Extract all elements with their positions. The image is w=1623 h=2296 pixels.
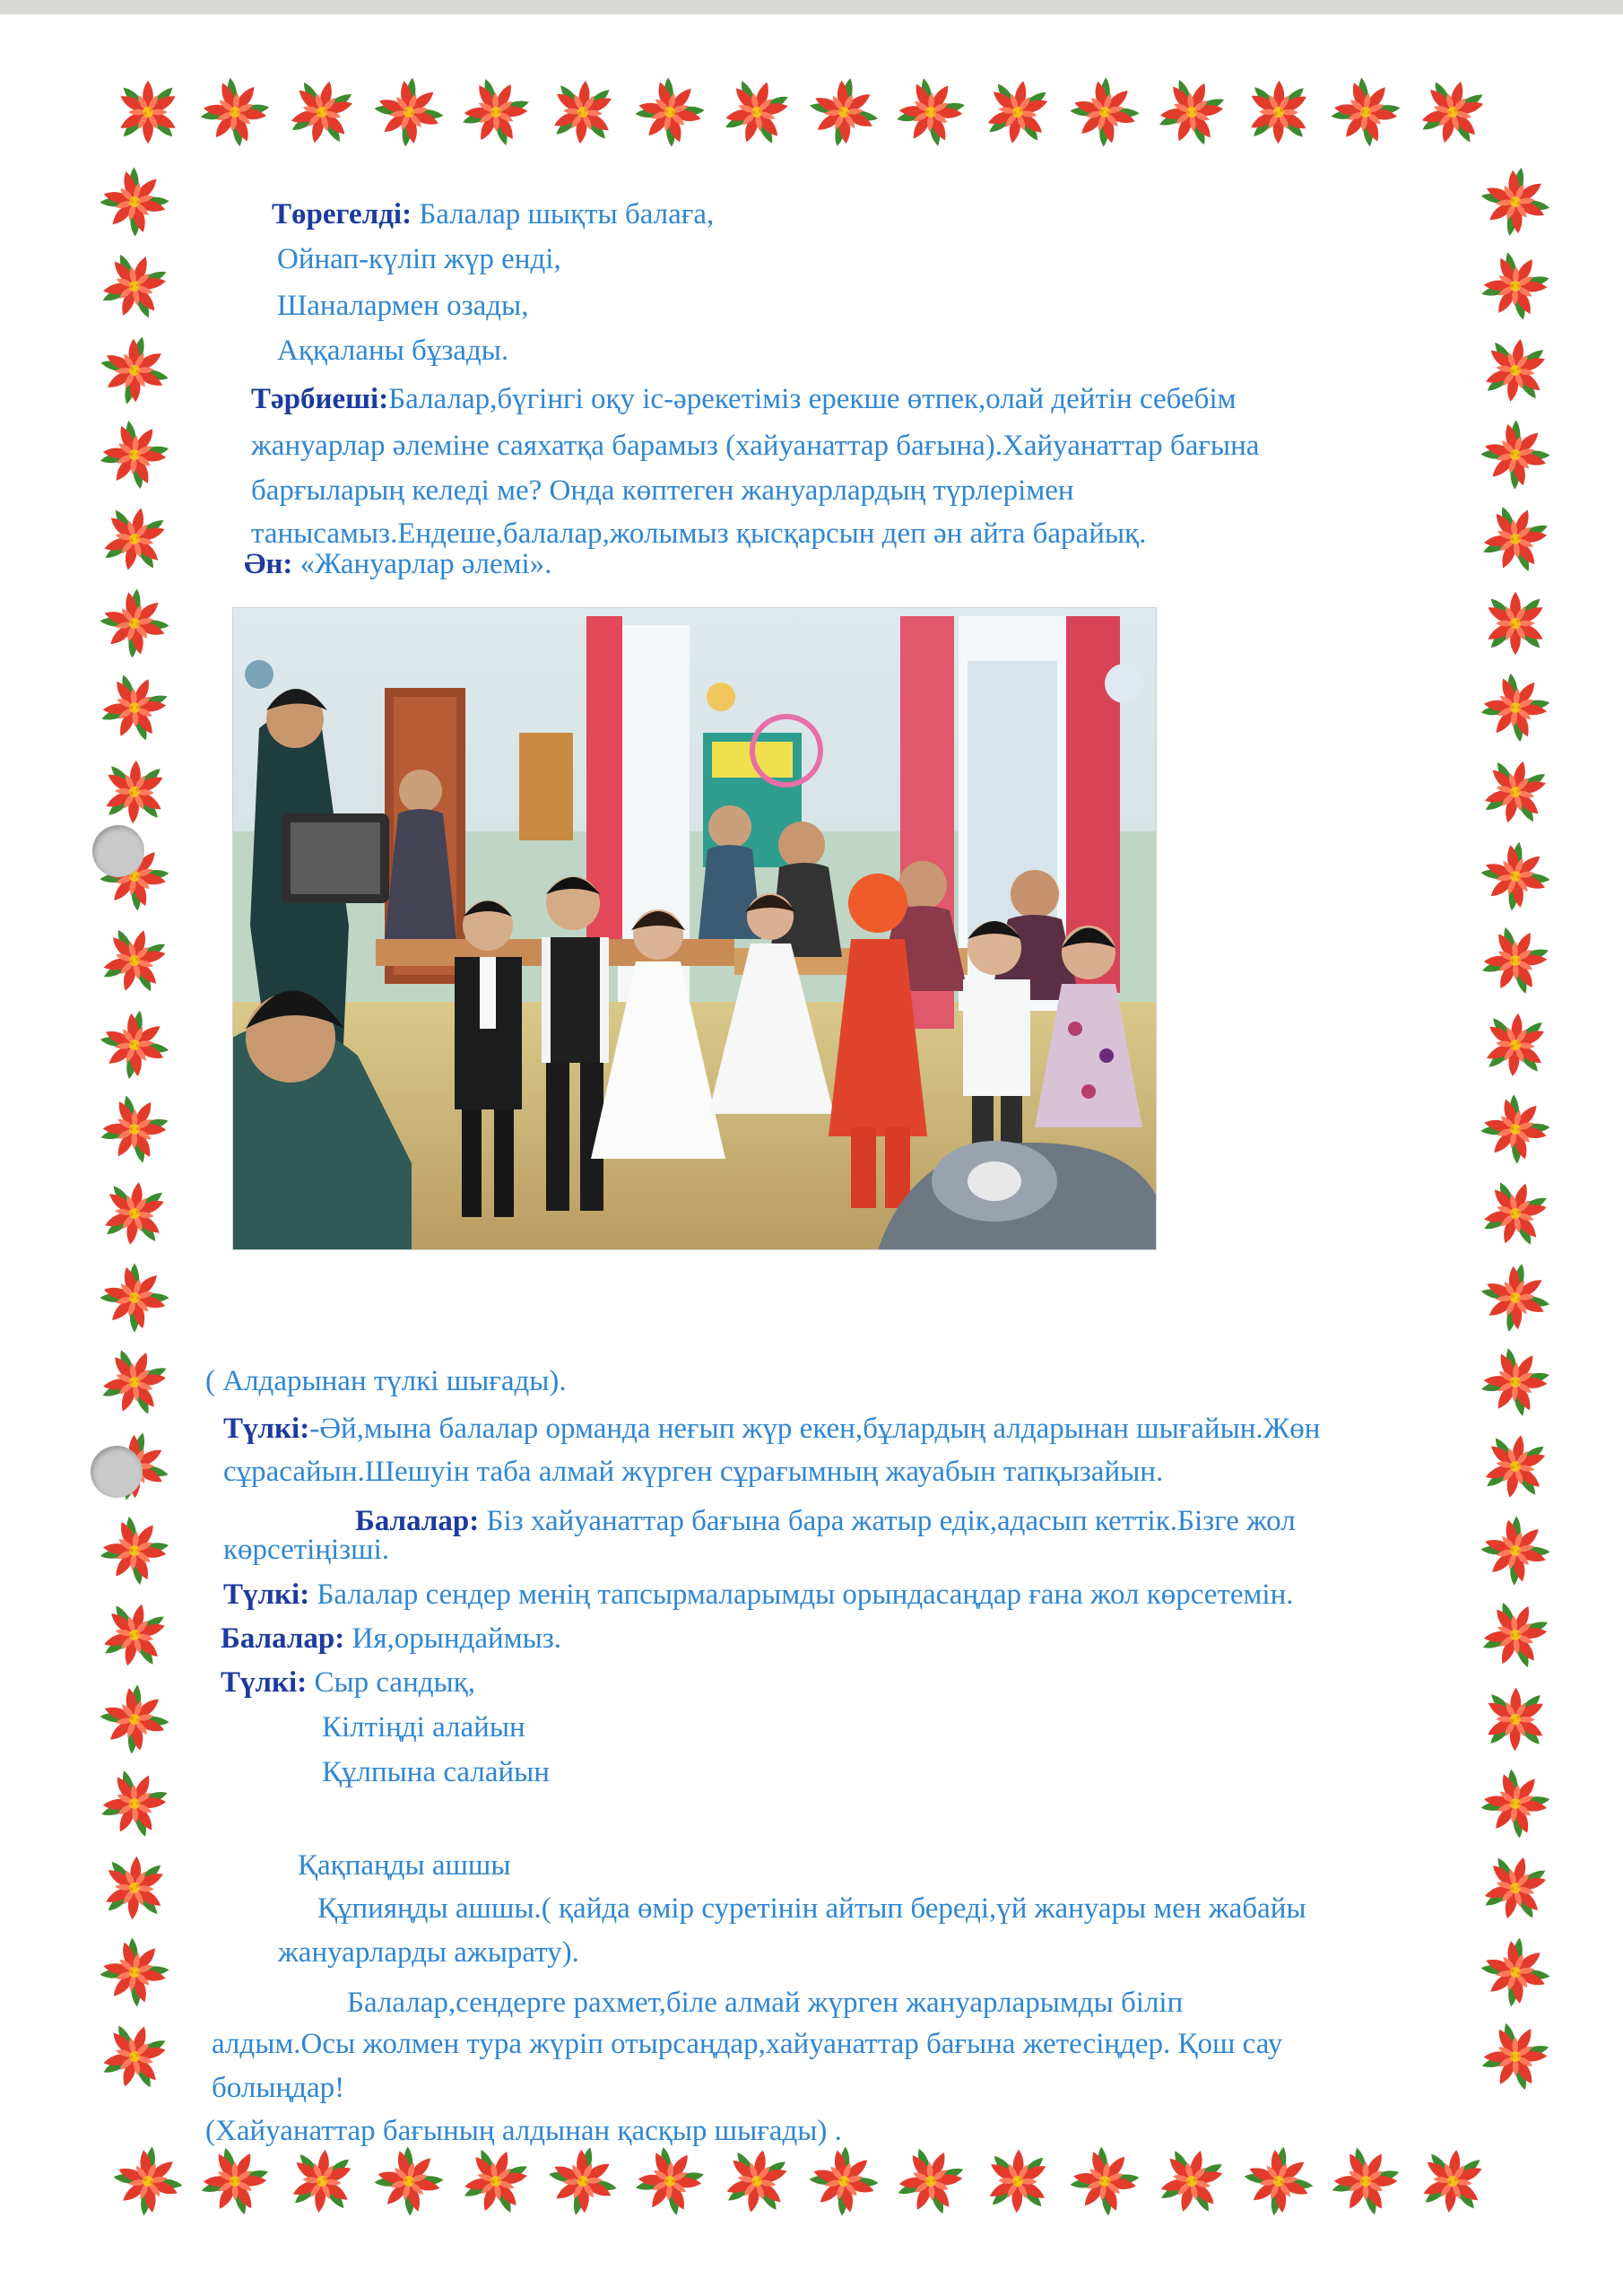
poinsettia-icon [84,657,185,758]
speaker-label: Төрегелді: [272,198,412,230]
dialogue-line [277,332,508,370]
poinsettia-icon [1470,746,1561,838]
dialogue-line [212,2069,344,2108]
dialogue-line [317,1890,1306,1928]
poinsettia-icon [82,1666,187,1772]
poinsettia-icon [1410,2139,1495,2223]
poinsettia-icon [979,2143,1057,2221]
poinsettia-icon [1471,1422,1558,1509]
dialogue-line [223,1410,1320,1448]
line-text: Ойнап-күліп жүр енді, [277,243,561,275]
poinsettia-icon [356,59,462,165]
poinsettia-icon [445,61,547,163]
dialogue-line [212,2025,1282,2064]
poinsettia-icon [1462,823,1568,929]
speaker-label: Ән: [244,548,293,580]
poinsettia-icon [82,1245,188,1352]
line-text: болыңдар! [212,2072,345,2104]
poinsettia-icon [1226,2128,1332,2234]
line-text: көрсетіңізші. [223,1534,390,1566]
poinsettia-icon [1240,74,1316,150]
poinsettia-icon [82,1077,186,1180]
poinsettia-icon [617,59,724,166]
poinsettia-icon [1462,655,1568,761]
line-text: Құпияңды ашшы.( қайда өмір суретінін айтып береді,үй жануары мен жабайы [317,1892,1306,1925]
dialogue-line [205,1362,567,1401]
line-text: Балалар сендер менің тапсырмаларымды орындасаңдар ғана жол көрсетемін. [309,1578,1294,1611]
poinsettia-icon [879,60,983,164]
line-text: -Әй,мына балалар орманда неғып жүр екен,бұлардың алдарынан шығайын.Жөн [309,1413,1321,1445]
poinsettia-icon [1462,1498,1569,1605]
poinsettia-icon [88,914,182,1008]
line-text: Құлпына салайын [322,1756,550,1788]
children-performance-photo [232,607,1157,1250]
poinsettia-icon [1462,1076,1569,1183]
poinsettia-icon [1478,586,1553,661]
poinsettia-icon [84,1753,186,1855]
dialogue-line [223,1531,389,1570]
line-text: Ия,орындаймыз. [344,1622,562,1655]
line-text: барғыларың келеді ме? Онда көптеген жануарлардың түрлерімен [251,474,1074,507]
poinsettia-icon [1052,59,1159,166]
dialogue-line [221,1620,561,1658]
dialogue-line [251,380,1237,419]
poinsettia-icon [82,149,188,256]
dialogue-line [221,1664,475,1702]
dialogue-line [244,545,551,584]
line-text: алдым.Осы жолмен тура жүріп отырсаңдар,хайуанаттар бағына жетесіңдер. Қош сау [212,2028,1283,2060]
poinsettia-icon [86,238,184,335]
line-text: Қақпаңды ашшы [298,1849,511,1882]
dialogue-line [251,472,1074,510]
poinsettia-icon [1466,490,1565,588]
speaker-label: Түлкі: [223,1413,310,1445]
poinsettia-icon [1472,327,1558,413]
line-text: ( Алдарынан түлкі шығады). [205,1365,567,1397]
poinsettia-icon [1462,1919,1568,2025]
poinsettia-icon [1464,909,1567,1012]
dialogue-line [205,2112,842,2151]
poinsettia-icon [92,1171,178,1257]
speaker-label: Тәрбиеші: [251,383,389,415]
poinsettia-icon [1462,1751,1568,1857]
poinsettia-icon [1468,1166,1564,1262]
dialogue-line [272,196,714,234]
line-text: (Хайуанаттар бағының алдынан қасқыр шығады) . [205,2115,842,2147]
dialogue-line [251,427,1259,465]
speaker-label: Балалар: [355,1505,480,1537]
poinsettia-icon [82,570,188,677]
poinsettia-icon [82,318,187,422]
poinsettia-icon [95,2128,201,2234]
line-text: «Жануарлар әлемі». [292,548,552,580]
line-text: жануарлар әлеміне саяхатқа барамыз (хайуанаттар бағына).Хайуанаттар бағына [251,430,1260,462]
line-text: танысамыз.Ендеше,балалар,жолымыз қысқарсын деп ән айта барайық. [251,517,1147,550]
poinsettia-icon [1313,59,1419,165]
line-text: Балалар,сендерге рахмет,біле алмай жүрген жануарларымды біліп [347,1987,1184,2019]
line-text: Сыр сандық, [307,1666,475,1699]
poinsettia-icon [1463,234,1567,338]
line-text: Біз хайуанаттар бағына бара жатыр едік,адасып кеттік.Бізге жол [479,1505,1296,1537]
poinsettia-icon [1315,2130,1418,2233]
poinsettia-icon [82,1919,188,2026]
line-text: Шаналармен озады, [277,290,529,322]
poinsettia-icon [881,2131,981,2231]
line-text: Балалар шықты балаға, [412,198,715,230]
poinsettia-icon [1466,1586,1566,1685]
poinsettia-icon [792,60,897,165]
poinsettia-icon [82,1498,187,1603]
dialogue-line [355,1502,1296,1541]
dialogue-line [298,1847,511,1885]
binder-hole [92,825,144,877]
poinsettia-icon [281,2140,363,2222]
dialogue-line [322,1709,525,1747]
line-text: Кілтіңді алайын [322,1711,525,1744]
poinsettia-icon [1463,1246,1568,1351]
poinsettia-icon [1462,402,1569,509]
dialogue-line [223,1453,1163,1492]
poinsettia-icon [90,494,179,584]
poinsettia-icon [1470,1842,1562,1935]
dialogue-line [322,1753,550,1792]
poinsettia-icon [1463,150,1568,255]
speaker-label: Түлкі: [223,1578,310,1611]
poinsettia-icon [1052,2128,1158,2234]
poinsettia-icon [85,1333,183,1431]
poinsettia-icon [82,992,187,1097]
speaker-label: Балалар: [221,1622,345,1655]
poinsettia-icon [974,68,1061,155]
poinsettia-icon [1142,63,1242,162]
poinsettia-icon [709,65,805,161]
poinsettia-icon [542,71,623,152]
poinsettia-icon [1145,2135,1238,2228]
dialogue-line [277,240,561,279]
dialogue-line [277,287,528,326]
poinsettia-icon [82,403,187,508]
poinsettia-icon [94,1848,175,1928]
poinsettia-icon [1474,1004,1556,1085]
poinsettia-icon [95,752,174,831]
poinsettia-icon [182,59,288,165]
poinsettia-icon [87,2009,182,2104]
poinsettia-icon [276,66,368,158]
poinsettia-icon [1477,1681,1553,1757]
dialogue-line [347,1984,1183,2022]
poinsettia-icon [1463,1330,1567,1434]
line-text: сұрасайын.Шешуін таба алмай жүрген сұрағымның жауабын тапқызайын. [223,1456,1164,1488]
binder-hole [91,1446,143,1498]
dialogue-line [223,1576,1294,1614]
dialogue-line [278,1934,579,1972]
poinsettia-icon [110,74,186,150]
poinsettia-icon [1464,2005,1567,2108]
line-text: Аққаланы бұзады. [277,335,509,367]
poinsettia-icon [1407,66,1499,159]
poinsettia-icon [90,1590,180,1681]
line-text: Балалар,бүгінгі оқу іс-әрекетіміз ерекше өтпек,олай дейтін себебім [388,383,1237,415]
speaker-label: Түлкі: [221,1666,308,1699]
line-text: жануарларды ажырату). [278,1936,579,1969]
